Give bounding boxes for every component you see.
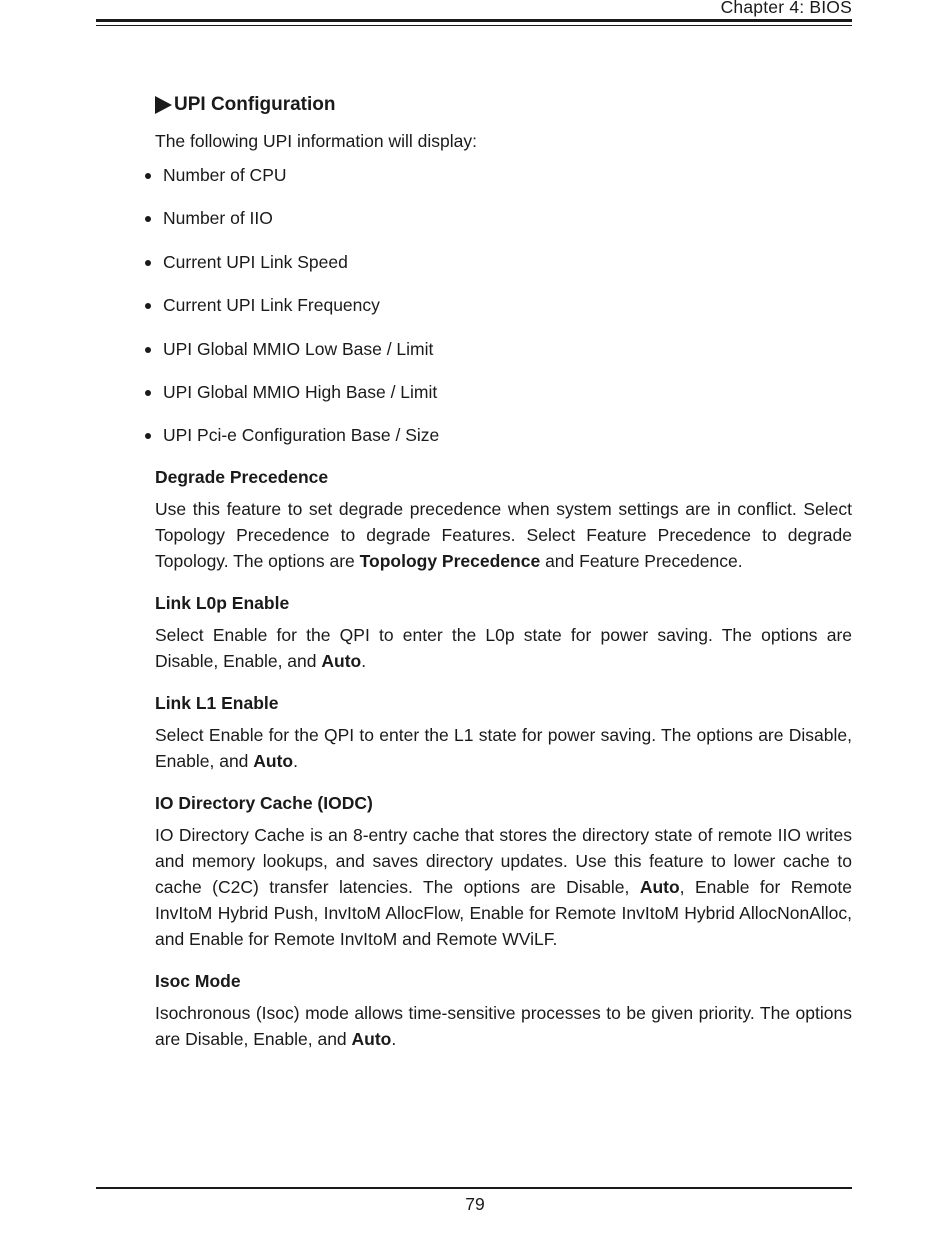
desc-text: Isochronous (Isoc) mode allows time-sensitive processes to be given priority. The options are Disable, Enable, and <box>155 1002 852 1049</box>
section-title: UPI Configuration <box>174 94 336 115</box>
desc-text: Use this feature to set degrade precedence when system settings are in conflict. Select Topology Precedence to degrade Features. Select Feature Precedence to degrade Topology. The options are <box>155 498 852 571</box>
list-item: Number of IIO <box>155 205 852 231</box>
triangle-right-icon <box>155 96 172 114</box>
option-title: Link L0p Enable <box>155 592 290 613</box>
desc-text: Select Enable for the QPI to enter the L0p state for power saving. The options are Disable, Enable, and <box>155 624 852 671</box>
list-item: UPI Global MMIO High Base / Limit <box>155 379 852 405</box>
list-item: Current UPI Link Speed <box>155 249 852 275</box>
header-rule-thin <box>96 25 852 27</box>
footer-rule <box>96 1187 852 1189</box>
desc-text: , Enable for Remote InvItoM Hybrid Push, InvItoM AllocFlow, Enable for Remote InvItoM Hybrid AllocNonAlloc, and Enable for Remote InvItoM and Remote WViLF. <box>155 876 852 949</box>
option-link-l1 <box>155 690 852 774</box>
desc-text: . <box>391 1028 397 1049</box>
option-io-directory-cache <box>155 790 852 952</box>
option-title: Isoc Mode <box>155 970 241 991</box>
option-link-l0p <box>155 590 852 674</box>
option-description <box>155 496 852 574</box>
desc-text: . <box>293 750 299 771</box>
default-option: Auto <box>351 1028 392 1049</box>
option-description <box>155 822 852 952</box>
default-option: Auto <box>321 650 362 671</box>
info-list <box>155 162 852 448</box>
chapter-header: Chapter 4: BIOS <box>720 0 852 17</box>
option-description <box>155 1000 852 1052</box>
option-description <box>155 622 852 674</box>
desc-text: and Feature Precedence. <box>540 550 743 571</box>
header-rule-thick <box>96 19 852 22</box>
desc-text: . <box>361 650 367 671</box>
option-title: Link L1 Enable <box>155 692 279 713</box>
option-title: IO Directory Cache (IODC) <box>155 792 373 813</box>
list-item: UPI Pci-e Configuration Base / Size <box>155 422 852 448</box>
section-heading <box>155 90 852 120</box>
page-number: 79 <box>465 1194 485 1214</box>
desc-text: Select Enable for the QPI to enter the L1 state for power saving. The options are Disable, Enable, and <box>155 724 852 771</box>
list-item: Current UPI Link Frequency <box>155 292 852 318</box>
default-option: Auto <box>639 876 680 897</box>
option-title: Degrade Precedence <box>155 466 329 487</box>
option-isoc-mode <box>155 968 852 1052</box>
section-intro: The following UPI information will display: <box>155 131 477 151</box>
page-content <box>155 90 852 1068</box>
list-item: Number of CPU <box>155 162 852 188</box>
option-degrade-precedence <box>155 464 852 574</box>
desc-text: IO Directory Cache is an 8-entry cache that stores the directory state of remote IIO writes and memory lookups, and saves directory updates. Use this feature to lower cache to cache (C2C) transfer latencies. The options are Disable, <box>155 824 852 897</box>
option-description <box>155 722 852 774</box>
list-item: UPI Global MMIO Low Base / Limit <box>155 336 852 362</box>
default-option: Auto <box>253 750 294 771</box>
default-option: Topology Precedence <box>359 550 541 571</box>
